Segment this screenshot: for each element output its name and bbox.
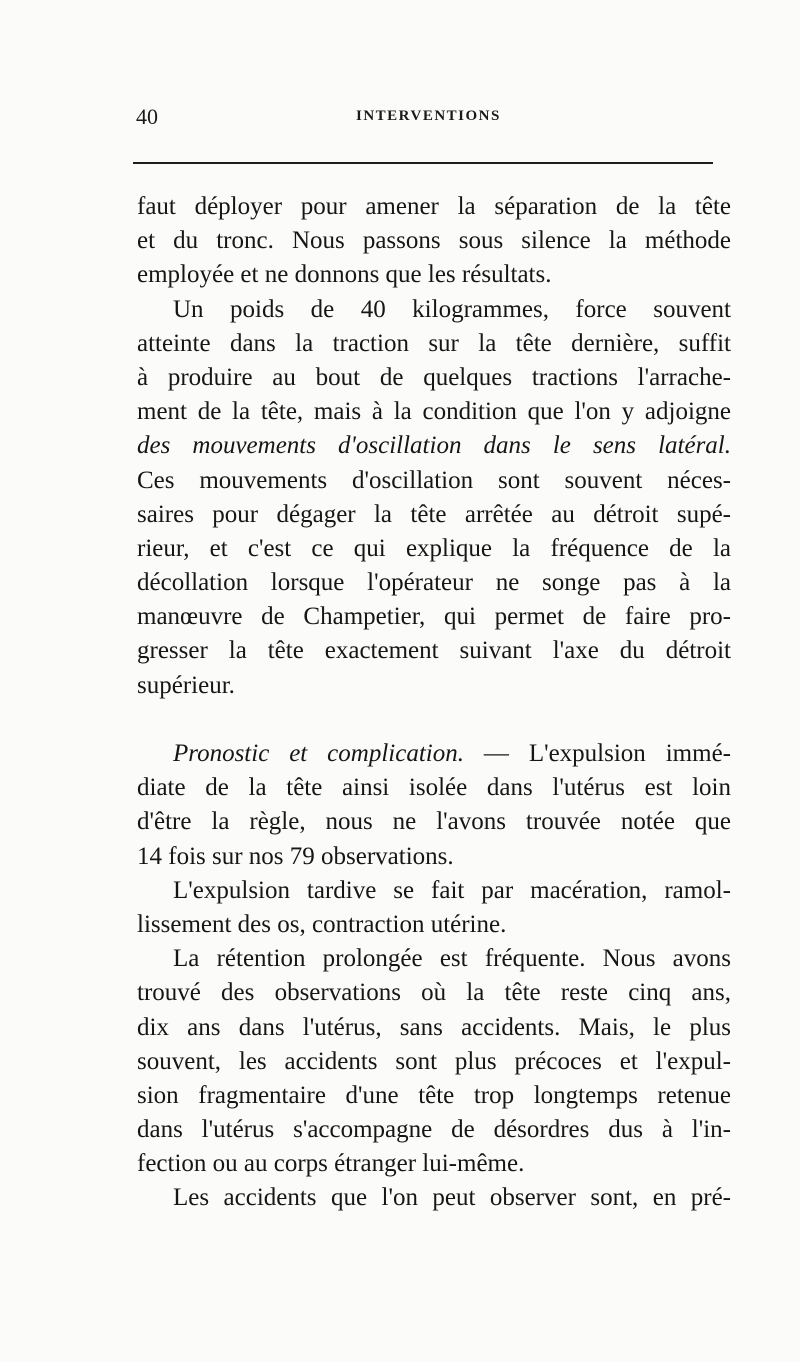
- section-heading: Pronostic et complication.: [173, 740, 464, 767]
- paragraph-gap: [137, 703, 731, 737]
- page-number: 40: [136, 104, 158, 129]
- text-run: — L'expulsion immé-: [463, 740, 731, 767]
- running-title: INTERVENTIONS: [356, 108, 501, 124]
- text-line: [137, 737, 731, 771]
- body-text: [137, 190, 731, 1216]
- text-line: Ces mouvements d'oscillation sont souvent néces-: [137, 466, 731, 494]
- text-line: d'être la règle, nous ne l'avons trouvée notée que: [137, 808, 731, 836]
- text-line: diate de la tête ainsi isolée dans l'utérus est loin: [137, 774, 731, 802]
- text-line: souvent, les accidents sont plus précoces et l'expul-: [137, 1047, 731, 1075]
- page-header: [130, 104, 720, 134]
- text-line-italic: des mouvements d'oscillation dans le sens latéral.: [137, 432, 731, 460]
- text-line: sion fragmentaire d'une tête trop longtemps retenue: [137, 1081, 731, 1109]
- text-line: rieur, et c'est ce qui explique la fréquence de la: [137, 534, 731, 562]
- text-line: et du tronc. Nous passons sous silence la méthode: [137, 227, 731, 255]
- header-rule: [133, 162, 713, 164]
- paragraph-continuation: [137, 190, 731, 293]
- text-line: La rétention prolongée est fréquente. Nous avons: [173, 945, 731, 973]
- paragraph-traction: [137, 293, 731, 703]
- text-line: gresser la tête exactement suivant l'axe du détroit: [137, 637, 731, 665]
- text-line: employée et ne donnons que les résultats.: [137, 261, 552, 289]
- text-line: 14 fois sur nos 79 observations.: [137, 842, 454, 870]
- text-line: Les accidents que l'on peut observer sont, en pré-: [173, 1184, 731, 1212]
- paragraph-pronostic: [137, 737, 731, 874]
- paragraph-expulsion: [137, 874, 731, 942]
- text-line: trouvé des observations où la tête reste cinq ans,: [137, 979, 731, 1007]
- text-line: faut déployer pour amener la séparation de la tête: [137, 193, 731, 220]
- text-line: décollation lorsque l'opérateur ne songe pas à la: [137, 569, 731, 597]
- text-line: L'expulsion tardive se fait par macération, ramol-: [173, 876, 731, 904]
- text-line: à produire au bout de quelques tractions l'arrache-: [137, 363, 731, 391]
- text-line: lissement des os, contraction utérine.: [137, 910, 507, 938]
- text-line: atteinte dans la traction sur la tête dernière, suffit: [137, 329, 731, 357]
- text-line: supérieur.: [137, 671, 235, 699]
- text-line: manœuvre de Champetier, qui permet de faire pro-: [137, 603, 731, 631]
- text-line: dix ans dans l'utérus, sans accidents. Mais, le plus: [137, 1013, 731, 1041]
- paragraph-accidents: [137, 1181, 731, 1215]
- text-line: Un poids de 40 kilogrammes, force souvent: [173, 295, 731, 323]
- text-line: ment de la tête, mais à la condition que l'on y adjoigne: [137, 398, 731, 426]
- paragraph-retention: [137, 942, 731, 1181]
- text-line: fection ou au corps étranger lui-même.: [137, 1150, 525, 1178]
- text-line: saires pour dégager la tête arrêtée au détroit supé-: [137, 500, 731, 528]
- text-line: dans l'utérus s'accompagne de désordres dus à l'in-: [137, 1116, 731, 1144]
